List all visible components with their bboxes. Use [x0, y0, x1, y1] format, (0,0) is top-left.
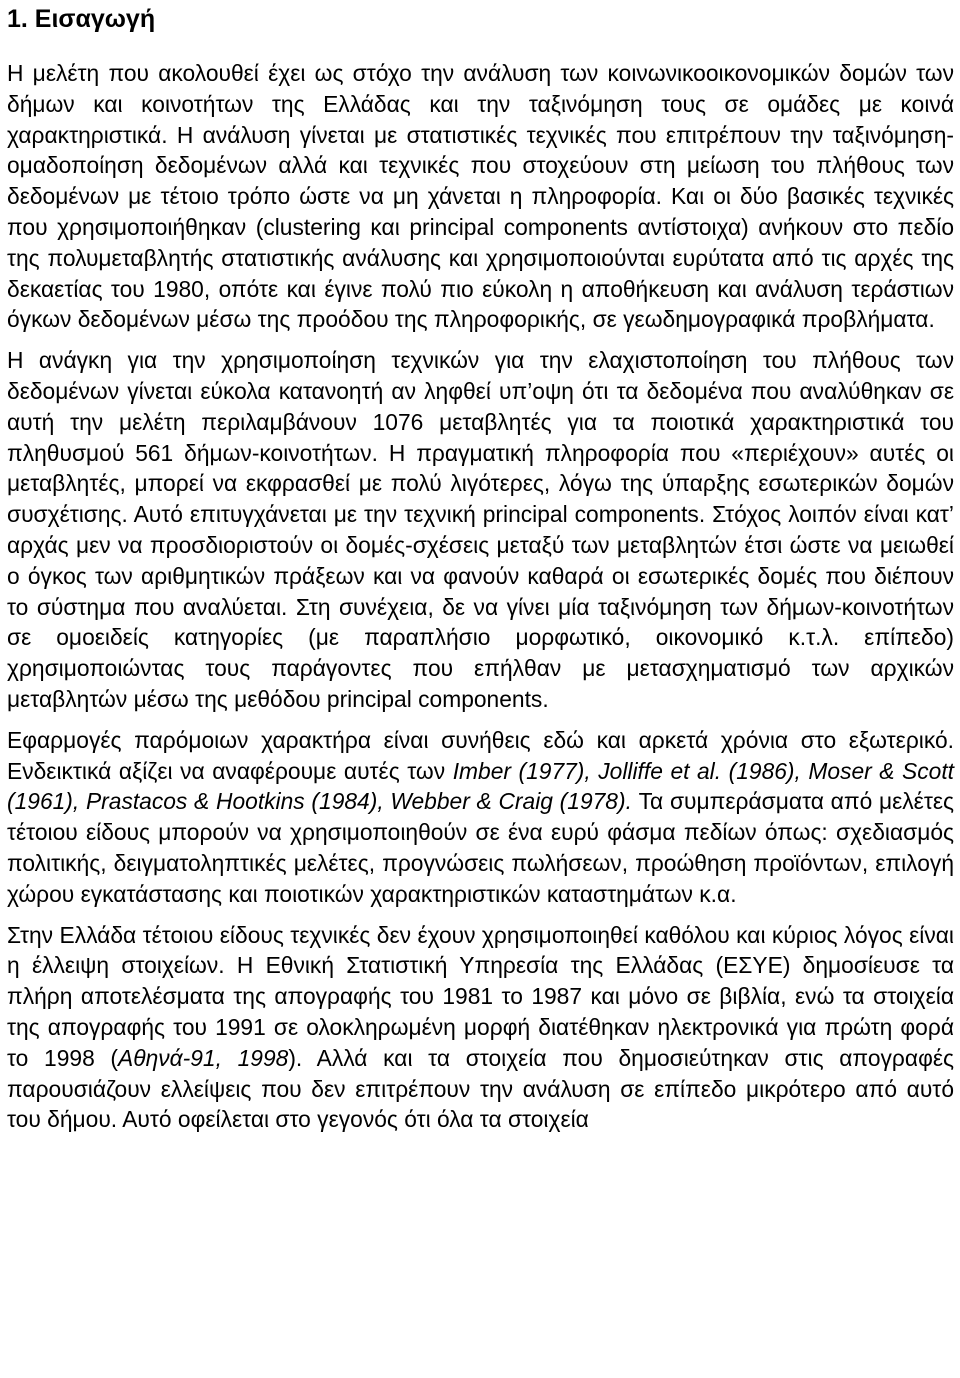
- paragraph-4: [7, 920, 954, 1136]
- paragraph-3-text-start: Εφαρμογές παρόμοιων χαρακτήρα είναι συνήθεις εδώ και αρκετά χρόνια στο εξωτερικό. Ενδεικτικά αξίζει να αναφέρουμε αυτές των: [7, 726, 954, 784]
- paragraph-4-reference: Αθηνά-91, 1998: [118, 1044, 289, 1071]
- paragraph-3-text-end: Τα συμπεράσματα από μελέτες τέτοιου είδους μπορούν να χρησιμοποιηθούν σε ένα ευρύ φάσμα πεδίων όπως: σχεδιασμός πολιτικής, δειγματοληπτικές μελέτες, προγνώσεις πωλήσεων, προώθηση προϊόντων, επιλογή χώρου εγκατάστασης και ποιοτικών χαρακτηριστικών καταστημάτων κ.α.: [7, 788, 954, 907]
- paragraph-4-text-end: ). Αλλά και τα στοιχεία που δημοσιεύτηκαν στις απογραφές παρουσιάζουν ελλείψεις που δεν επιτρέπουν την ανάλυση σε επίπεδο μικρότερο από αυτό του δήμου. Αυτό οφείλεται στο γεγονός ότι όλα τα στοιχεία: [7, 1044, 954, 1133]
- paragraph-4-text-start: Στην Ελλάδα τέτοιου είδους τεχνικές δεν έχουν χρησιμοποιηθεί καθόλου και κύριος λόγος είναι η έλλειψη στοιχείων. Η Εθνική Στατιστική Υπηρεσία της Ελλάδας (ΕΣΥΕ) δημοσίευσε τα πλήρη αποτελέσματα της απογραφής του 1981 το 1987 και μόνο σε βιβλία, ενώ τα στοιχεία της απογραφής του 1991 σε ολοκληρωμένη μορφή διατέθηκαν ηλεκτρονικά για πρώτη φορά το 1998 (: [7, 921, 954, 1071]
- paragraph-1: Η μελέτη που ακολουθεί έχει ως στόχο την ανάλυση των κοινωνικοοικονομικών δομών των δήμων και κοινοτήτων της Ελλάδας και την ταξινόμηση τους σε ομάδες με κοινά χαρακτηριστικά. Η ανάλυση γίνεται με στατιστικές τεχνικές που επιτρέπουν την ταξινόμηση-ομαδοποίηση δεδομένων αλλά και τεχνικές που στοχεύουν στη μείωση του πλήθους των δεδομένων με τέτοιο τρόπο ώστε να μη χάνεται η πληροφορία. Και οι δύο βασικές τεχνικές που χρησιμοποιήθηκαν (clustering και principal components αντίστοιχα) ανήκουν στο πεδίο της πολυμεταβλητής στατιστικής ανάλυσης και χρησιμοποιούνται ευρύτατα από τις αρχές της δεκαετίας του 1980, οπότε και έγινε πολύ πιο εύκολη η αποθήκευση και ανάλυση τεράστιων όγκων δεδομένων μέσω της προόδου της πληροφορικής, σε γεωδημογραφικά προβλήματα.: [7, 60, 954, 333]
- paragraph-3-references: Imber (1977), Jolliffe et al. (1986), Moser & Scott (1961), Prastacos & Hootkins (1984), Webber & Craig (1978).: [7, 757, 954, 815]
- paragraph-2: Η ανάγκη για την χρησιμοποίηση τεχνικών για την ελαχιστοποίηση του πλήθους των δεδομένων γίνεται εύκολα κατανοητή αν ληφθεί υπ’οψη ότι τα δεδομένα που αναλύθηκαν σε αυτή την μελέτη περιλαμβάνουν 1076 μεταβλητές για τα ποιοτικά χαρακτηριστικά του πληθυσμού 561 δήμων-κοινοτήτων. Η πραγματική πληροφορία που «περιέχουν» αυτές οι μεταβλητές, μπορεί να εκφρασθεί με πολύ λιγότερες, λόγω της ύπαρξης εσωτερικών δομών συσχέτισης. Αυτό επιτυγχάνεται με την τεχνική principal components. Στόχος λοιπόν είναι κατ’ αρχάς μεν να προσδιοριστούν οι δομές-σχέσεις μεταξύ των μεταβλητών έτσι ώστε να μειωθεί ο όγκος των αριθμητικών πράξεων και να φανούν καθαρά οι εσωτερικές δομές που διέπουν το σύστημα που αναλύεται. Στη συνέχεια, δε να γίνει μία ταξινόμηση των δήμων-κοινοτήτων σε ομοειδείς κατηγορίες (με παραπλήσιο μορφωτικό, οικονομικό κ.τ.λ. επίπεδο) χρησιμοποιώντας τους παράγοντες που επήλθαν με μετασχηματισμό των αρχικών μεταβλητών μέσω της μεθόδου principal components.: [7, 347, 954, 712]
- section-heading: 1. Εισαγωγή: [7, 5, 156, 33]
- paragraph-3: [7, 725, 954, 910]
